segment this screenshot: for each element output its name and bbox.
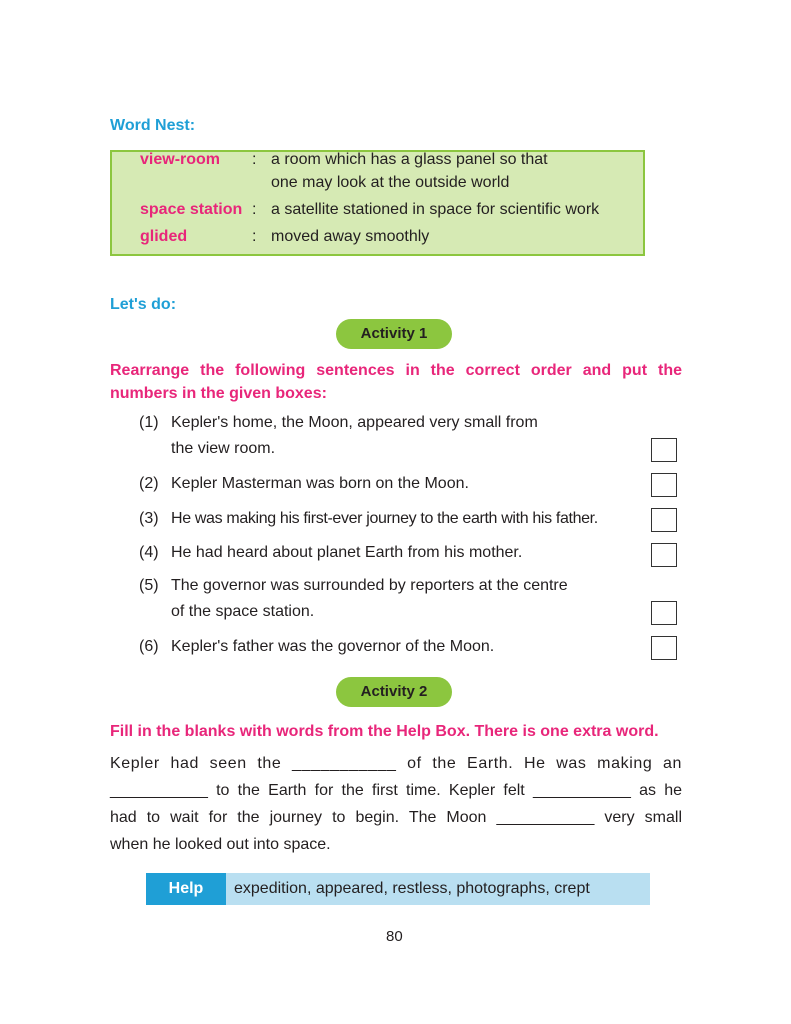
item-text: The governor was surrounded by reporters at the centre: [171, 577, 568, 594]
word-nest-definition: one may look at the outside world: [271, 174, 510, 191]
activity-1-instruction: Rearrange the following sentences in the correct order and put the: [110, 362, 682, 379]
activity-1-badge: Activity 1: [336, 319, 452, 349]
fill-in-paragraph-line: had to wait for the journey to begin. The Moon ___________ very small: [110, 809, 682, 826]
help-box: [146, 873, 650, 929]
item-number: (3): [139, 510, 159, 527]
fill-in-paragraph-line: when he looked out into space.: [110, 836, 331, 853]
word-nest-colon: :: [252, 201, 257, 218]
activity-2-instruction: Fill in the blanks with words from the Help Box. There is one extra word.: [110, 723, 659, 740]
answer-box[interactable]: [651, 543, 677, 567]
answer-box[interactable]: [651, 438, 677, 462]
item-text: Kepler Masterman was born on the Moon.: [171, 475, 469, 492]
answer-box[interactable]: [651, 601, 677, 625]
word-nest-colon: :: [252, 228, 257, 245]
word-nest-term: space station: [140, 201, 243, 218]
item-text: of the space station.: [171, 603, 315, 620]
item-text: the view room.: [171, 440, 276, 457]
lets-do-heading: Let's do:: [110, 296, 177, 313]
item-number: (5): [139, 577, 159, 594]
fill-in-paragraph-line: ___________ to the Earth for the first time. Kepler felt ___________ as he: [110, 782, 682, 799]
help-box-label: Help Box :: [146, 873, 226, 905]
activity-1-instruction: numbers in the given boxes:: [110, 385, 327, 402]
answer-box[interactable]: [651, 508, 677, 532]
item-text: Kepler's home, the Moon, appeared very small from: [171, 414, 538, 431]
activity-2-badge: Activity 2: [336, 677, 452, 707]
item-number: (1): [139, 414, 159, 431]
item-text: He had heard about planet Earth from his mother.: [171, 544, 523, 561]
answer-box[interactable]: [651, 636, 677, 660]
word-nest-definition: a room which has a glass panel so that: [271, 151, 548, 168]
word-nest-term: view-room: [140, 151, 221, 168]
help-box-words: expedition, appeared, restless, photographs, crept: [234, 880, 590, 897]
fill-in-paragraph-line: Kepler had seen the ___________ of the Earth. He was making an: [110, 755, 682, 772]
word-nest-definition: moved away smoothly: [271, 228, 430, 245]
item-text: Kepler's father was the governor of the Moon.: [171, 638, 495, 655]
answer-box[interactable]: [651, 473, 677, 497]
word-nest-definition: a satellite stationed in space for scientific work: [271, 201, 600, 218]
item-number: (4): [139, 544, 159, 561]
page-number: 80: [386, 928, 403, 945]
item-number: (6): [139, 638, 159, 655]
item-text: He was making his first-ever journey to the earth with his father.: [171, 510, 598, 527]
word-nest-colon: :: [252, 151, 257, 168]
word-nest-term: glided: [140, 228, 188, 245]
item-number: (2): [139, 475, 159, 492]
word-nest-heading: Word Nest:: [110, 117, 196, 134]
